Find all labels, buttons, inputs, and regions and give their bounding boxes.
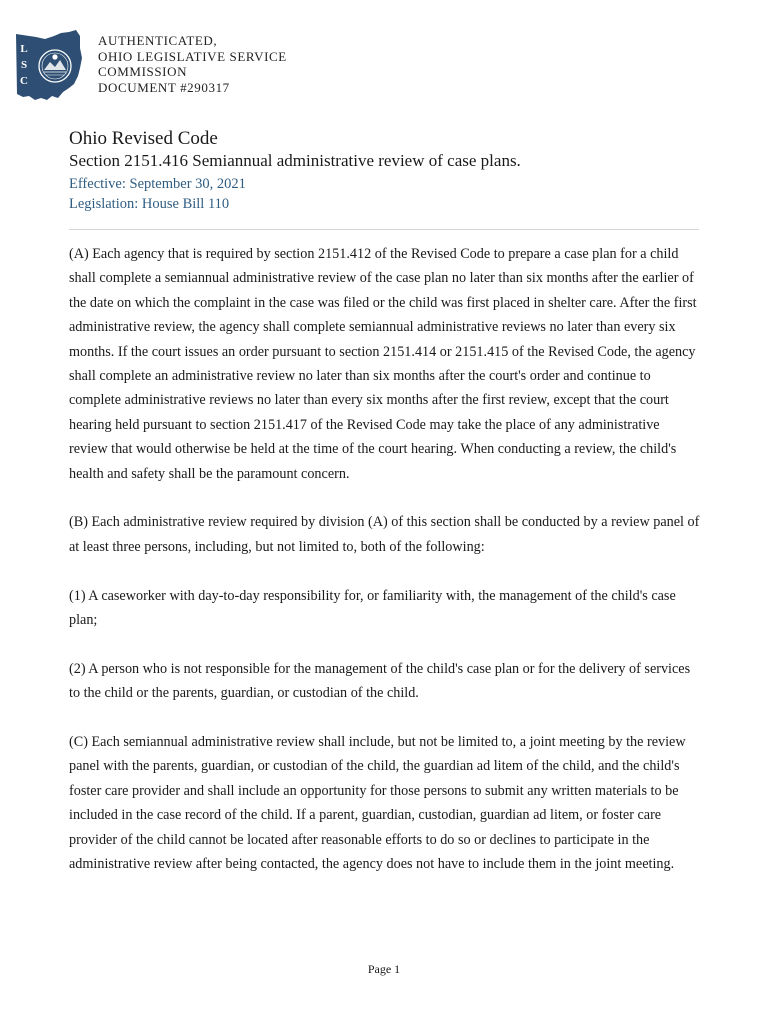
ohio-lsc-seal-icon [14, 30, 94, 102]
seal-letter-c: C [20, 75, 28, 87]
document-titles [69, 128, 521, 214]
paragraph-b1: (1) A caseworker with day-to-day responsibility for, or familiarity with, the management of the child's case plan; [69, 587, 676, 629]
paragraph-b: (B) Each administrative review required by division (A) of this section shall be conducted by a review panel of at least three persons, including, but not limited to, both of the following: [69, 514, 700, 555]
effective-date: Effective: September 30, 2021 [69, 176, 246, 192]
seal-letter-s: S [20, 59, 28, 71]
code-title: Ohio Revised Code [69, 128, 218, 149]
auth-line: OHIO LEGISLATIVE SERVICE [98, 48, 287, 64]
paragraph-b2: (2) A person who is not responsible for the management of the child's case plan or for the delivery of services to the child or the parents, guardian, or custodian of the child. [69, 660, 691, 702]
section-body [69, 242, 701, 901]
section-title: Section 2151.416 Semiannual administrative review of case plans. [69, 151, 521, 170]
authentication-header [14, 28, 334, 104]
page-number: Page 1 [367, 962, 401, 976]
auth-line: AUTHENTICATED, [98, 33, 218, 48]
paragraph-a: (A) Each agency that is required by section 2151.412 of the Revised Code to prepare a case plan for a child shall complete a semiannual administrative review of the case plan no later than six months after the earlier of the date on which the complaint in the case was filed or the child was first placed in shelter care. After the first administrative review, the agency shall complete semiannual administrative reviews no later than every six months. If the court issues an order pursuant to section 2151.414 or 2151.415 of the Revised Code, the agency shall complete an administrative review no later than six months after the court's order and continue to complete administrative reviews no later than every six months after the first review, except that the court hearing held pursuant to section 2151.417 of the Revised Code may take the place of any administrative review that would otherwise be held at the time of the court hearing. When conducting a review, the child's health and safety shall be the paramount concern. [69, 246, 697, 482]
paragraph-c: (C) Each semiannual administrative review shall include, but not be limited to, a joint meeting by the review panel with the parents, guardian, or custodian of the child, the guardian ad litem of the child, and the child's foster care provider and shall include an opportunity for those persons to submit any written materials to be included in the case record of the child. If a parent, guardian, custodian, guardian ad litem, or foster care provider of the child cannot be located after reasonable efforts to do so or declines to participate in the administrative review after being contacted, the agency does not have to include them in the joint meeting. [69, 734, 686, 873]
seal-letter-l: L [20, 43, 28, 55]
auth-line: COMMISSION [98, 64, 188, 79]
legislation: Legislation: House Bill 110 [69, 196, 230, 212]
authentication-text [98, 33, 287, 95]
divider [69, 229, 699, 230]
auth-line: DOCUMENT #290317 [98, 79, 230, 95]
